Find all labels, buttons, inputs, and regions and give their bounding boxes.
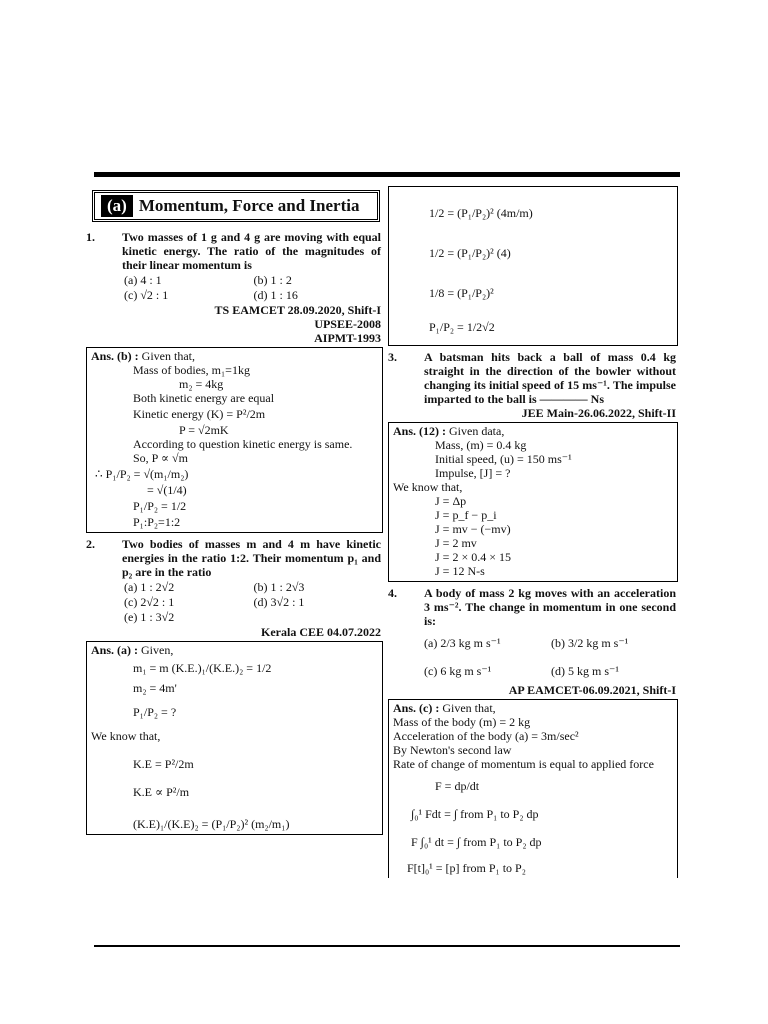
right-column — [388, 186, 678, 878]
answer-line: Mass, (m) = 0.4 kg — [435, 438, 527, 452]
option-c: (c) 2√2 : 1 — [124, 595, 175, 609]
question-number: 3. — [388, 350, 397, 364]
answer-key: Ans. (c) : — [393, 701, 440, 715]
answer-line: Impulse, [J] = ? — [435, 466, 511, 480]
answer-formula: 1/2 = (P₁/P₂)² (4) — [429, 246, 511, 260]
answer-3-box — [388, 422, 678, 582]
question-4-options — [388, 636, 678, 679]
question-text: A body of mass 2 kg moves with an acceleration 3 ms⁻². The change in momentum in one second is: — [424, 586, 676, 628]
answer-lead-text: Given, — [138, 643, 174, 657]
option-a: (a) 1 : 2√2 — [124, 580, 175, 594]
answer-2-box — [86, 641, 383, 835]
option-e: (e) 1 : 3√2 — [124, 610, 175, 624]
answer-formula: J = Δp — [435, 494, 467, 508]
answer-line: We know that, — [393, 480, 463, 494]
answer-line: m₂ = 4kg — [179, 377, 224, 391]
answer-lead-text: Given that, — [439, 701, 496, 715]
answer-line: We know that, — [91, 729, 161, 743]
answer-line: Mass of the body (m) = 2 kg — [393, 715, 531, 729]
exam-source: UPSEE-2008 — [314, 317, 381, 331]
section-heading — [92, 190, 380, 222]
answer-formula: K.E ∝ P²/m — [133, 785, 190, 799]
answer-formula: 1/8 = (P₁/P₂)² — [429, 286, 494, 300]
answer-line: Acceleration of the body (a) = 3m/sec² — [393, 729, 579, 743]
question-4 — [388, 586, 678, 628]
answer-lead-text: Given that, — [138, 349, 195, 363]
answer-key: Ans. (b) : — [91, 349, 139, 363]
section-tag: (a) — [101, 195, 133, 217]
answer-lead-text: Given data, — [446, 424, 505, 438]
answer-formula: P = √2mK — [179, 423, 229, 437]
answer-formula: J = p_f − p_i — [435, 508, 497, 522]
answer-formula: F ∫₀¹ dt = ∫ from P₁ to P₂ dp — [411, 835, 542, 849]
answer-lead — [91, 643, 378, 657]
answer-formula: K.E = P²/2m — [133, 757, 194, 771]
answer-formula: J = 2 × 0.4 × 15 — [435, 550, 511, 564]
answer-line: By Newton's second law — [393, 743, 512, 757]
answer-key: Ans. (12) : — [393, 424, 446, 438]
answer-4-box — [388, 699, 678, 878]
exam-source: AIPMT-1993 — [314, 331, 381, 345]
exam-source: TS EAMCET 28.09.2020, Shift-I — [214, 303, 381, 317]
option-b: (b) 1 : 2√3 — [253, 580, 305, 594]
answer-formula: P₁/P₂ = ? — [133, 705, 177, 719]
option-c: (c) 6 kg m s⁻¹ — [424, 664, 492, 678]
answer-1-box — [86, 347, 383, 533]
answer-line: Mass of bodies, m₁=1kg — [133, 363, 250, 377]
answer-formula: J = mv − (−mv) — [435, 522, 511, 536]
answer-formula: J = 2 mv — [435, 536, 477, 550]
answer-formula: 1/2 = (P₁/P₂)² (4m/m) — [429, 206, 533, 220]
question-2-options — [86, 580, 383, 625]
continued-solution-box — [388, 186, 678, 346]
bottom-rule — [94, 945, 680, 947]
answer-line: Rate of change of momentum is equal to applied force — [393, 757, 654, 771]
option-a: (a) 4 : 1 — [124, 273, 162, 287]
answer-formula: P₁/P₂ = 1/2√2 — [429, 320, 495, 334]
answer-lead — [393, 701, 673, 715]
answer-formula: ∫₀¹ Fdt = ∫ from P₁ to P₂ dp — [411, 807, 539, 821]
answer-line: Both kinetic energy are equal — [133, 391, 275, 405]
answer-lead — [393, 424, 673, 438]
question-number: 2. — [86, 537, 95, 551]
answer-formula: m₁ = m (K.E.)₁/(K.E.)₂ = 1/2 — [133, 661, 272, 675]
option-b: (b) 1 : 2 — [253, 273, 292, 287]
question-3 — [388, 350, 678, 406]
answer-formula: So, P ∝ √m — [133, 451, 188, 465]
question-number: 4. — [388, 586, 397, 600]
answer-formula: ∴ P₁/P₂ = √(m₁/m₂) — [95, 467, 189, 481]
option-a: (a) 2/3 kg m s⁻¹ — [424, 636, 501, 650]
answer-result: P₁:P₂=1:2 — [133, 515, 181, 529]
answer-formula: m₂ = 4m' — [133, 681, 177, 695]
question-text: Two masses of 1 g and 4 g are moving with equal kinetic energy. The ratio of the magnitudes of their linear momentum is — [122, 230, 381, 272]
answer-formula: = √(1/4) — [147, 483, 187, 497]
answer-lead — [91, 349, 378, 363]
answer-line: Initial speed, (u) = 150 ms⁻¹ — [435, 452, 572, 466]
option-c: (c) √2 : 1 — [124, 288, 169, 302]
exam-source: Kerala CEE 04.07.2022 — [261, 625, 381, 639]
exam-source: AP EAMCET-06.09.2021, Shift-I — [508, 683, 676, 697]
answer-formula: F[t]₀¹ = [p] from P₁ to P₂ — [407, 861, 526, 875]
option-b: (b) 3/2 kg m s⁻¹ — [551, 636, 629, 650]
left-column — [86, 186, 383, 839]
question-1 — [86, 230, 383, 272]
answer-result: J = 12 N-s — [435, 564, 485, 578]
answer-line: According to question kinetic energy is same. — [133, 437, 353, 451]
answer-formula: Kinetic energy (K) = P²/2m — [133, 407, 266, 421]
top-rule — [94, 172, 680, 177]
section-title: Momentum, Force and Inertia — [138, 196, 360, 215]
exam-source: JEE Main-26.06.2022, Shift-II — [521, 406, 676, 420]
question-text: A batsman hits back a ball of mass 0.4 kg straight in the direction of the bowler without changing its initial speed of 15 ms⁻¹. The impulse imparted to the ball is ———— Ns — [424, 350, 676, 406]
question-2 — [86, 537, 383, 579]
option-d: (d) 3√2 : 1 — [253, 595, 305, 609]
option-d: (d) 5 kg m s⁻¹ — [551, 664, 619, 678]
answer-formula: (K.E)₁/(K.E)₂ = (P₁/P₂)² (m₂/m₁) — [133, 817, 290, 831]
question-text: Two bodies of masses m and 4 m have kinetic energies in the ratio 1:2. Their momentum p₁ and p₂ are in the ratio — [122, 537, 381, 579]
question-1-options — [86, 273, 383, 303]
answer-formula: P₁/P₂ = 1/2 — [133, 499, 187, 513]
option-d: (d) 1 : 16 — [253, 288, 298, 302]
answer-key: Ans. (a) : — [91, 643, 138, 657]
question-number: 1. — [86, 230, 95, 244]
answer-formula: F = dp/dt — [435, 779, 480, 793]
